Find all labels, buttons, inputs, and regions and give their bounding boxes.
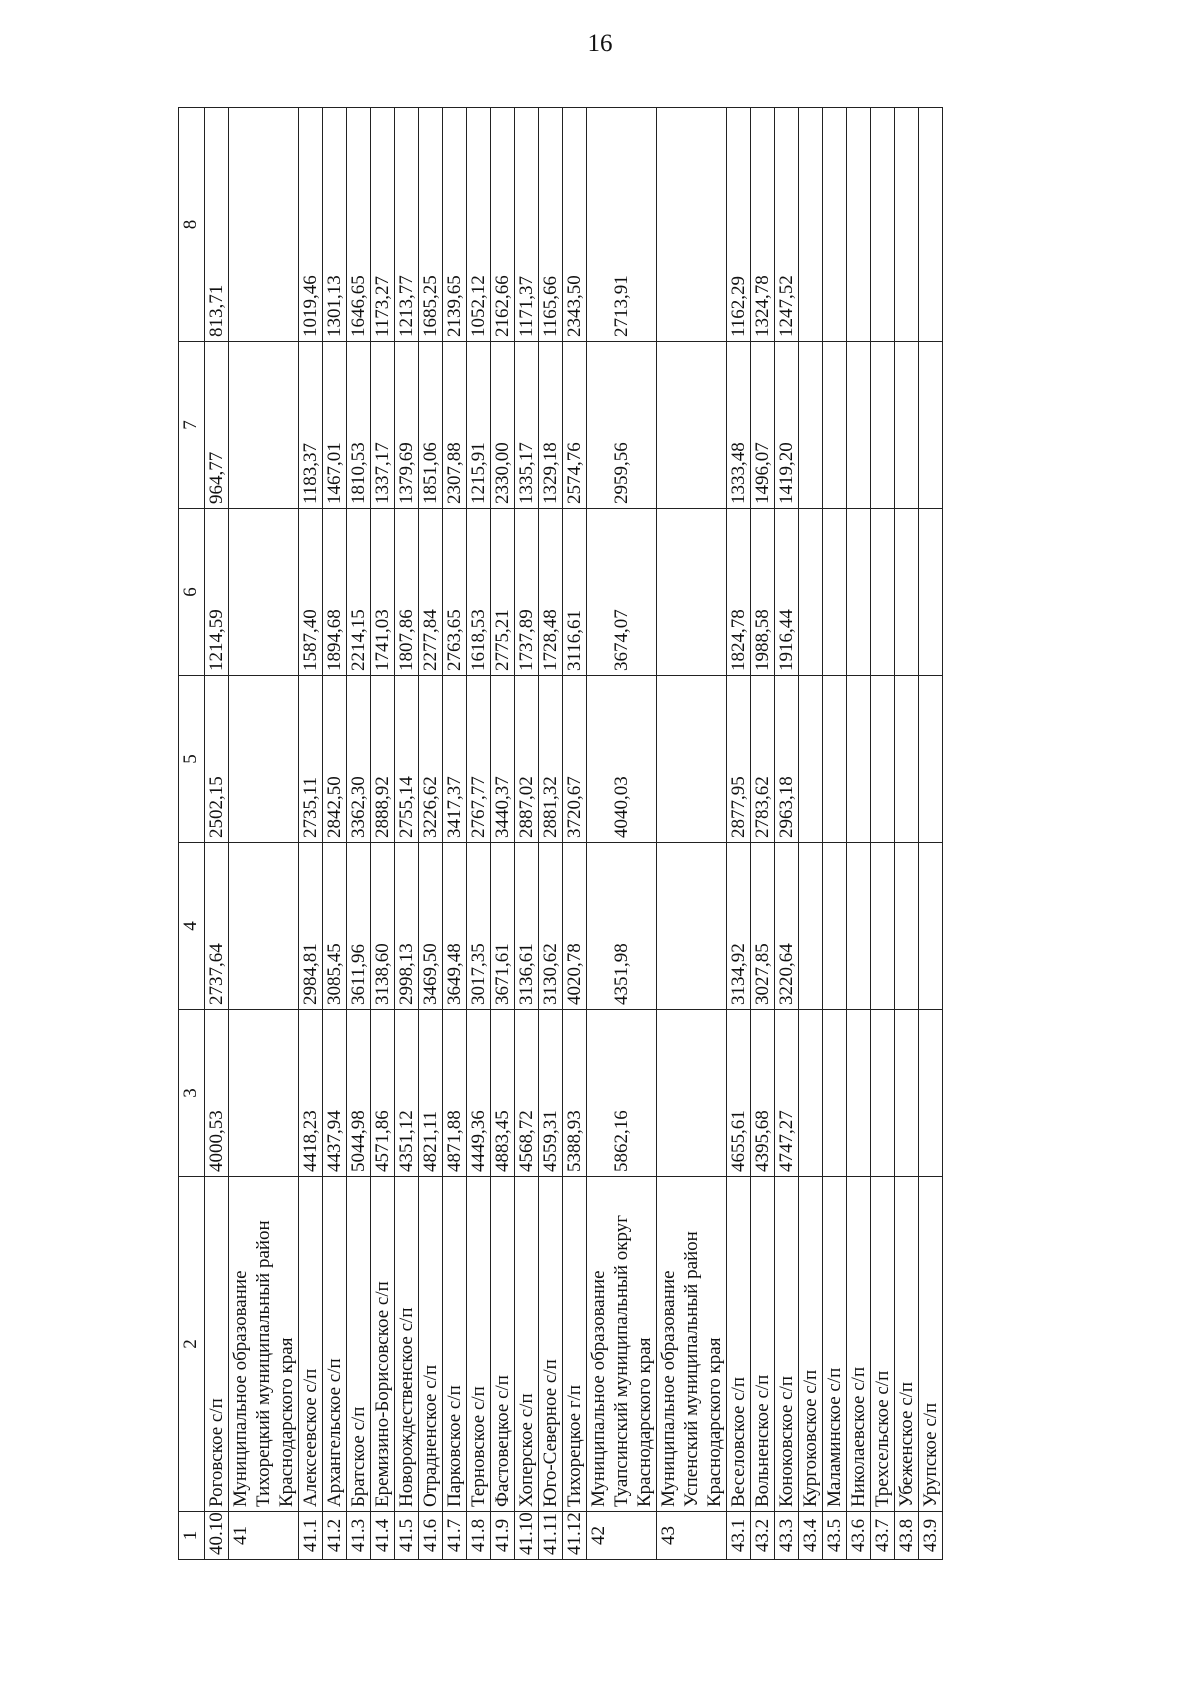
table-row: [467, 108, 491, 1560]
value-cell-col-8: 1301,13: [323, 108, 347, 342]
table-row: [751, 108, 775, 1560]
value-cell-col-4: [823, 843, 847, 1010]
value-cell-col-6: 1916,44: [775, 509, 799, 676]
header-cell-col-3: 3: [179, 1010, 205, 1177]
value-cell-col-8: [657, 108, 727, 342]
value-cell-col-8: [229, 108, 299, 342]
value-cell-col-7: 1467,01: [323, 342, 347, 509]
header-cell-col-6: 6: [179, 509, 205, 676]
table-row: [727, 108, 751, 1560]
value-cell-col-6: [823, 509, 847, 676]
tariff-table: [178, 107, 943, 1560]
value-cell-col-8: 1646,65: [347, 108, 371, 342]
value-cell-col-8: 2713,91: [587, 108, 657, 342]
value-cell-col-6: [895, 509, 919, 676]
value-cell-col-3: 4437,94: [323, 1010, 347, 1177]
value-cell-col-7: 2959,56: [587, 342, 657, 509]
header-cell-col-1: 1: [179, 1512, 205, 1560]
value-cell-col-7: 1810,53: [347, 342, 371, 509]
row-number-cell: 43.2: [751, 1512, 775, 1560]
value-cell-col-7: 1335,17: [515, 342, 539, 509]
value-cell-col-6: 2763,65: [443, 509, 467, 676]
table-row: [299, 108, 323, 1560]
value-cell-col-5: 3226,62: [419, 676, 443, 843]
value-cell-col-6: [799, 509, 823, 676]
value-cell-col-7: [895, 342, 919, 509]
value-cell-col-3: 4571,86: [371, 1010, 395, 1177]
value-cell-col-6: 1214,59: [205, 509, 229, 676]
value-cell-col-7: [657, 342, 727, 509]
header-cell-col-2: 2: [179, 1177, 205, 1512]
value-cell-col-5: [823, 676, 847, 843]
value-cell-col-4: 3649,48: [443, 843, 467, 1010]
row-number-cell: 41.3: [347, 1512, 371, 1560]
value-cell-col-8: [847, 108, 871, 342]
municipality-name-cell: Муниципальное образование Туапсинский муниципальный округ Краснодарского края: [587, 1177, 657, 1512]
municipality-name-cell: Фастовецкое с/п: [491, 1177, 515, 1512]
table-row: [229, 108, 299, 1560]
table-row: [823, 108, 847, 1560]
table-row: [847, 108, 871, 1560]
value-cell-col-7: 2307,88: [443, 342, 467, 509]
value-cell-col-5: [871, 676, 895, 843]
value-cell-col-7: [799, 342, 823, 509]
value-cell-col-7: 1329,18: [539, 342, 563, 509]
row-number-cell: 40.10: [205, 1512, 229, 1560]
value-cell-col-8: [871, 108, 895, 342]
row-number-cell: 43: [657, 1512, 727, 1560]
municipality-name-cell: Николаевское с/п: [847, 1177, 871, 1512]
value-cell-col-6: [919, 509, 943, 676]
value-cell-col-6: 2214,15: [347, 509, 371, 676]
municipality-name-cell: Урупское с/п: [919, 1177, 943, 1512]
value-cell-col-5: 2963,18: [775, 676, 799, 843]
value-cell-col-4: 3130,62: [539, 843, 563, 1010]
value-cell-col-4: 4020,78: [563, 843, 587, 1010]
row-number-cell: 43.5: [823, 1512, 847, 1560]
value-cell-col-6: 1807,86: [395, 509, 419, 676]
value-cell-col-7: 2574,76: [563, 342, 587, 509]
row-number-cell: 41: [229, 1512, 299, 1560]
value-cell-col-3: [229, 1010, 299, 1177]
table-row: [799, 108, 823, 1560]
value-cell-col-5: 2502,15: [205, 676, 229, 843]
municipality-name-cell: Архангельское с/п: [323, 1177, 347, 1512]
value-cell-col-5: 2887,02: [515, 676, 539, 843]
value-cell-col-5: [895, 676, 919, 843]
value-cell-col-8: 1247,52: [775, 108, 799, 342]
value-cell-col-8: [919, 108, 943, 342]
value-cell-col-5: 3720,67: [563, 676, 587, 843]
value-cell-col-7: 1419,20: [775, 342, 799, 509]
value-cell-col-3: 4418,23: [299, 1010, 323, 1177]
value-cell-col-3: [799, 1010, 823, 1177]
row-number-cell: 43.9: [919, 1512, 943, 1560]
value-cell-col-3: 5388,93: [563, 1010, 587, 1177]
municipality-name-cell: Хоперское с/п: [515, 1177, 539, 1512]
value-cell-col-7: [823, 342, 847, 509]
row-number-cell: 43.6: [847, 1512, 871, 1560]
value-cell-col-5: [657, 676, 727, 843]
value-cell-col-6: 2277,84: [419, 509, 443, 676]
value-cell-col-8: 1165,66: [539, 108, 563, 342]
value-cell-col-3: 4655,61: [727, 1010, 751, 1177]
municipality-name-cell: Муниципальное образование Успенский муниципальный район Краснодарского края: [657, 1177, 727, 1512]
value-cell-col-3: [657, 1010, 727, 1177]
row-number-cell: 41.10: [515, 1512, 539, 1560]
rotated-table-container: [178, 108, 1098, 1560]
value-cell-col-5: 2877,95: [727, 676, 751, 843]
value-cell-col-8: 1685,25: [419, 108, 443, 342]
table-row: [371, 108, 395, 1560]
municipality-name-cell: Отрадненское с/п: [419, 1177, 443, 1512]
value-cell-col-3: 4000,53: [205, 1010, 229, 1177]
row-number-cell: 43.3: [775, 1512, 799, 1560]
row-number-cell: 41.2: [323, 1512, 347, 1560]
row-number-cell: 43.8: [895, 1512, 919, 1560]
value-cell-col-5: 2842,50: [323, 676, 347, 843]
table-row: [395, 108, 419, 1560]
row-number-cell: 43.7: [871, 1512, 895, 1560]
value-cell-col-4: 3611,96: [347, 843, 371, 1010]
value-cell-col-6: 1988,58: [751, 509, 775, 676]
value-cell-col-4: [895, 843, 919, 1010]
page-number: 16: [587, 30, 613, 57]
header-cell-col-7: 7: [179, 342, 205, 509]
value-cell-col-4: [871, 843, 895, 1010]
table-row: [205, 108, 229, 1560]
value-cell-col-6: 2775,21: [491, 509, 515, 676]
value-cell-col-3: [871, 1010, 895, 1177]
value-cell-col-4: 3027,85: [751, 843, 775, 1010]
row-number-cell: 41.7: [443, 1512, 467, 1560]
value-cell-col-7: 1379,69: [395, 342, 419, 509]
row-number-cell: 42: [587, 1512, 657, 1560]
row-number-cell: 43.1: [727, 1512, 751, 1560]
value-cell-col-4: 3085,45: [323, 843, 347, 1010]
value-cell-col-8: [799, 108, 823, 342]
municipality-name-cell: Маламинское с/п: [823, 1177, 847, 1512]
value-cell-col-8: 1162,29: [727, 108, 751, 342]
municipality-name-cell: Роговское с/п: [205, 1177, 229, 1512]
table-row: [539, 108, 563, 1560]
row-number-cell: 41.8: [467, 1512, 491, 1560]
row-number-cell: 41.9: [491, 1512, 515, 1560]
value-cell-col-5: 2881,32: [539, 676, 563, 843]
municipality-name-cell: Братское с/п: [347, 1177, 371, 1512]
row-number-cell: 43.4: [799, 1512, 823, 1560]
value-cell-col-5: 2755,14: [395, 676, 419, 843]
value-cell-col-8: 1019,46: [299, 108, 323, 342]
value-cell-col-6: [657, 509, 727, 676]
value-cell-col-4: 3469,50: [419, 843, 443, 1010]
value-cell-col-3: [919, 1010, 943, 1177]
value-cell-col-5: 2888,92: [371, 676, 395, 843]
table-row: [419, 108, 443, 1560]
value-cell-col-8: 1171,37: [515, 108, 539, 342]
value-cell-col-3: 4883,45: [491, 1010, 515, 1177]
municipality-name-cell: Алексеевское с/п: [299, 1177, 323, 1512]
value-cell-col-6: 1728,48: [539, 509, 563, 676]
value-cell-col-8: 1213,77: [395, 108, 419, 342]
value-cell-col-7: 1337,17: [371, 342, 395, 509]
table-row: [871, 108, 895, 1560]
value-cell-col-8: [823, 108, 847, 342]
table-row: [919, 108, 943, 1560]
value-cell-col-3: 4871,88: [443, 1010, 467, 1177]
value-cell-col-7: 2330,00: [491, 342, 515, 509]
value-cell-col-6: [871, 509, 895, 676]
municipality-name-cell: Вольненское с/п: [751, 1177, 775, 1512]
value-cell-col-6: 3674,07: [587, 509, 657, 676]
value-cell-col-8: [895, 108, 919, 342]
value-cell-col-7: 964,77: [205, 342, 229, 509]
rotated-table-frame: [178, 108, 1098, 1560]
header-cell-col-8: 8: [179, 108, 205, 342]
header-cell-col-5: 5: [179, 676, 205, 843]
value-cell-col-6: 3116,61: [563, 509, 587, 676]
value-cell-col-7: [919, 342, 943, 509]
row-number-cell: 41.11: [539, 1512, 563, 1560]
value-cell-col-8: 1052,12: [467, 108, 491, 342]
value-cell-col-4: 2984,81: [299, 843, 323, 1010]
value-cell-col-6: 1737,89: [515, 509, 539, 676]
value-cell-col-3: 4568,72: [515, 1010, 539, 1177]
value-cell-col-5: [799, 676, 823, 843]
header-cell-col-4: 4: [179, 843, 205, 1010]
value-cell-col-6: 1824,78: [727, 509, 751, 676]
value-cell-col-8: 2162,66: [491, 108, 515, 342]
value-cell-col-4: 3220,64: [775, 843, 799, 1010]
value-cell-col-4: 4351,98: [587, 843, 657, 1010]
value-cell-col-3: 4821,11: [419, 1010, 443, 1177]
municipality-name-cell: Кургоковское с/п: [799, 1177, 823, 1512]
table-body: [205, 108, 943, 1560]
value-cell-col-5: 2767,77: [467, 676, 491, 843]
value-cell-col-6: 1618,53: [467, 509, 491, 676]
value-cell-col-6: [847, 509, 871, 676]
value-cell-col-5: [847, 676, 871, 843]
value-cell-col-4: 2998,13: [395, 843, 419, 1010]
value-cell-col-4: [229, 843, 299, 1010]
table-row: [515, 108, 539, 1560]
municipality-name-cell: Веселовское с/п: [727, 1177, 751, 1512]
value-cell-col-3: 4351,12: [395, 1010, 419, 1177]
value-cell-col-7: 1183,37: [299, 342, 323, 509]
value-cell-col-3: 5862,16: [587, 1010, 657, 1177]
value-cell-col-6: 1587,40: [299, 509, 323, 676]
value-cell-col-4: 3136,61: [515, 843, 539, 1010]
table-row: [443, 108, 467, 1560]
value-cell-col-5: 3440,37: [491, 676, 515, 843]
municipality-name-cell: Коноковское с/п: [775, 1177, 799, 1512]
value-cell-col-4: [919, 843, 943, 1010]
municipality-name-cell: Новорождественское с/п: [395, 1177, 419, 1512]
value-cell-col-7: 1496,07: [751, 342, 775, 509]
value-cell-col-4: 2737,64: [205, 843, 229, 1010]
municipality-name-cell: Тихорецкое г/п: [563, 1177, 587, 1512]
value-cell-col-8: 1173,27: [371, 108, 395, 342]
value-cell-col-8: 2343,50: [563, 108, 587, 342]
value-cell-col-6: [229, 509, 299, 676]
municipality-name-cell: Убеженское с/п: [895, 1177, 919, 1512]
municipality-name-cell: Трехсельское с/п: [871, 1177, 895, 1512]
value-cell-col-3: [847, 1010, 871, 1177]
header-row: [179, 108, 205, 1560]
value-cell-col-4: 3138,60: [371, 843, 395, 1010]
value-cell-col-3: 4559,31: [539, 1010, 563, 1177]
value-cell-col-4: 3671,61: [491, 843, 515, 1010]
municipality-name-cell: Муниципальное образование Тихорецкий муниципальный район Краснодарского края: [229, 1177, 299, 1512]
value-cell-col-3: [895, 1010, 919, 1177]
value-cell-col-3: 4395,68: [751, 1010, 775, 1177]
value-cell-col-7: 1215,91: [467, 342, 491, 509]
row-number-cell: 41.6: [419, 1512, 443, 1560]
table-row: [347, 108, 371, 1560]
value-cell-col-4: [799, 843, 823, 1010]
value-cell-col-8: 2139,65: [443, 108, 467, 342]
value-cell-col-6: 1894,68: [323, 509, 347, 676]
value-cell-col-4: 3134,92: [727, 843, 751, 1010]
municipality-name-cell: Юго-Северное с/п: [539, 1177, 563, 1512]
table-row: [657, 108, 727, 1560]
table-row: [895, 108, 919, 1560]
table-row: [563, 108, 587, 1560]
municipality-name-cell: Еремизино-Борисовское с/п: [371, 1177, 395, 1512]
value-cell-col-7: 1333,48: [727, 342, 751, 509]
value-cell-col-3: 4747,27: [775, 1010, 799, 1177]
table-row: [587, 108, 657, 1560]
value-cell-col-6: 1741,03: [371, 509, 395, 676]
value-cell-col-5: 3417,37: [443, 676, 467, 843]
value-cell-col-8: 813,71: [205, 108, 229, 342]
value-cell-col-4: [657, 843, 727, 1010]
row-number-cell: 41.12: [563, 1512, 587, 1560]
value-cell-col-4: 3017,35: [467, 843, 491, 1010]
table-row: [323, 108, 347, 1560]
value-cell-col-5: [229, 676, 299, 843]
value-cell-col-3: [823, 1010, 847, 1177]
row-number-cell: 41.1: [299, 1512, 323, 1560]
table-row: [491, 108, 515, 1560]
value-cell-col-7: 1851,06: [419, 342, 443, 509]
value-cell-col-3: 5044,98: [347, 1010, 371, 1177]
value-cell-col-5: 4040,03: [587, 676, 657, 843]
value-cell-col-5: 3362,30: [347, 676, 371, 843]
municipality-name-cell: Терновское с/п: [467, 1177, 491, 1512]
value-cell-col-3: 4449,36: [467, 1010, 491, 1177]
value-cell-col-5: [919, 676, 943, 843]
municipality-name-cell: Парковское с/п: [443, 1177, 467, 1512]
value-cell-col-7: [229, 342, 299, 509]
table-row: [775, 108, 799, 1560]
value-cell-col-5: 2735,11: [299, 676, 323, 843]
row-number-cell: 41.4: [371, 1512, 395, 1560]
row-number-cell: 41.5: [395, 1512, 419, 1560]
value-cell-col-4: [847, 843, 871, 1010]
value-cell-col-8: 1324,78: [751, 108, 775, 342]
value-cell-col-7: [847, 342, 871, 509]
value-cell-col-5: 2783,62: [751, 676, 775, 843]
value-cell-col-7: [871, 342, 895, 509]
